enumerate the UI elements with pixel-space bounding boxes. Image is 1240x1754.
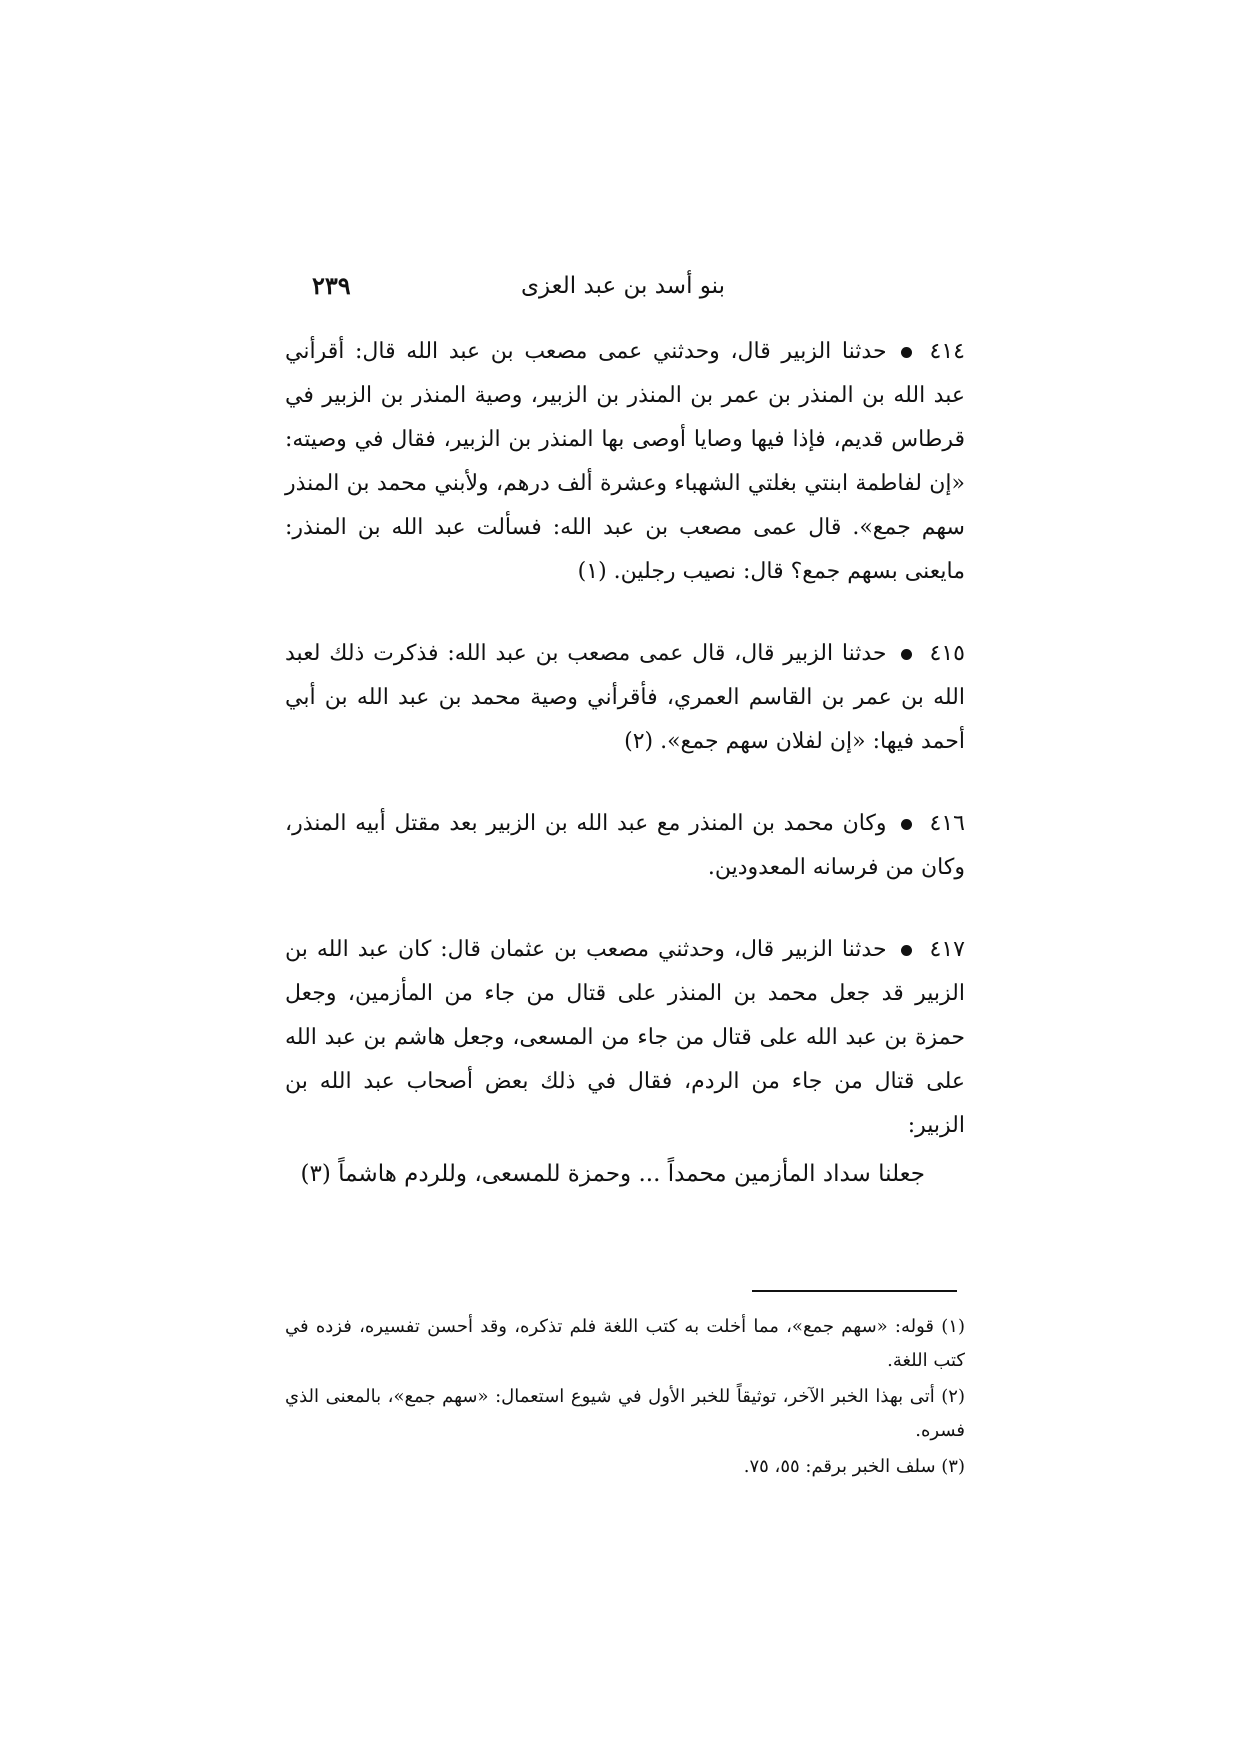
- entry-number: ٤١٤: [929, 339, 965, 364]
- footnote-2: (٢) أتى بهذا الخبر الآخر، توثيقاً للخبر الأول في شيوع استعمال: «سهم جمع»، بالمعنى الذي فسره.: [285, 1386, 965, 1441]
- footnote-1: (١) قوله: «سهم جمع»، مما أخلت به كتب اللغة فلم تذكره، وقد أحسن تفسيره، فزده في كتب اللغة.: [285, 1316, 965, 1371]
- bullet-icon: [901, 649, 912, 660]
- entry-416: [285, 802, 965, 890]
- entry-text: حدثنا الزبير قال، وحدثني عمى مصعب بن عبد الله قال: أقرأني عبد الله بن المنذر بن عمر بن المنذر بن الزبير، وصية المنذر بن الزبير في قرطاس قديم، فإذا فيها وصايا أوصى بها المنذر بن الزبير، فقال في وصيته: «إن لفاطمة ابنتي بغلتي الشهباء وعشرة ألف درهم، ولأبني محمد بن المنذر سهم جمع». قال عمى مصعب بن عبد الله: فسألت عبد الله بن المنذر: مايعنى بسهم جمع؟ قال: نصيب رجلين. (١): [285, 339, 965, 584]
- entry-number: ٤١٥: [929, 641, 965, 666]
- running-title: بنو أسد بن عبد العزى: [520, 273, 725, 299]
- entry-417: [285, 928, 965, 1148]
- main-text: [285, 330, 965, 1196]
- entry-text: وكان محمد بن المنذر مع عبد الله بن الزبير بعد مقتل أبيه المنذر، وكان من فرسانه المعدودين.: [285, 811, 965, 880]
- poetry-verse: جعلنا سداد المأزمين محمداً ... وحمزة للمسعى، وللردم هاشماً (٣): [300, 1161, 925, 1187]
- bullet-icon: [901, 945, 912, 956]
- entry-number: ٤١٦: [929, 811, 965, 836]
- entry-text: حدثنا الزبير قال، وحدثني مصعب بن عثمان قال: كان عبد الله بن الزبير قد جعل محمد بن المنذر على قتال من جاء من المأزمين، وجعل حمزة بن عبد الله على قتال من جاء من المسعى، وجعل هاشم بن عبد الله على قتال من جاء من الردم، فقال في ذلك بعض أصحاب عبد الله بن الزبير:: [285, 937, 965, 1138]
- bullet-icon: [901, 347, 912, 358]
- bullet-icon: [901, 819, 912, 830]
- entry-text: حدثنا الزبير قال، قال عمى مصعب بن عبد الله: فذكرت ذلك لعبد الله بن عمر بن القاسم العمري، فأقرأني وصية محمد بن عبد الله بن أبي أحمد فيها: «إن لفلان سهم جمع». (٢): [285, 641, 965, 754]
- entry-number: ٤١٧: [929, 937, 965, 962]
- page-number: ٢٣٩: [312, 271, 351, 300]
- entry-415: [285, 632, 965, 764]
- footnotes: [285, 1310, 965, 1486]
- entry-414: [285, 330, 965, 594]
- footnote-divider: [752, 1290, 957, 1292]
- footnote-3: (٣) سلف الخبر برقم: ٥٥، ٧٥.: [743, 1456, 965, 1477]
- page-header: [290, 268, 960, 308]
